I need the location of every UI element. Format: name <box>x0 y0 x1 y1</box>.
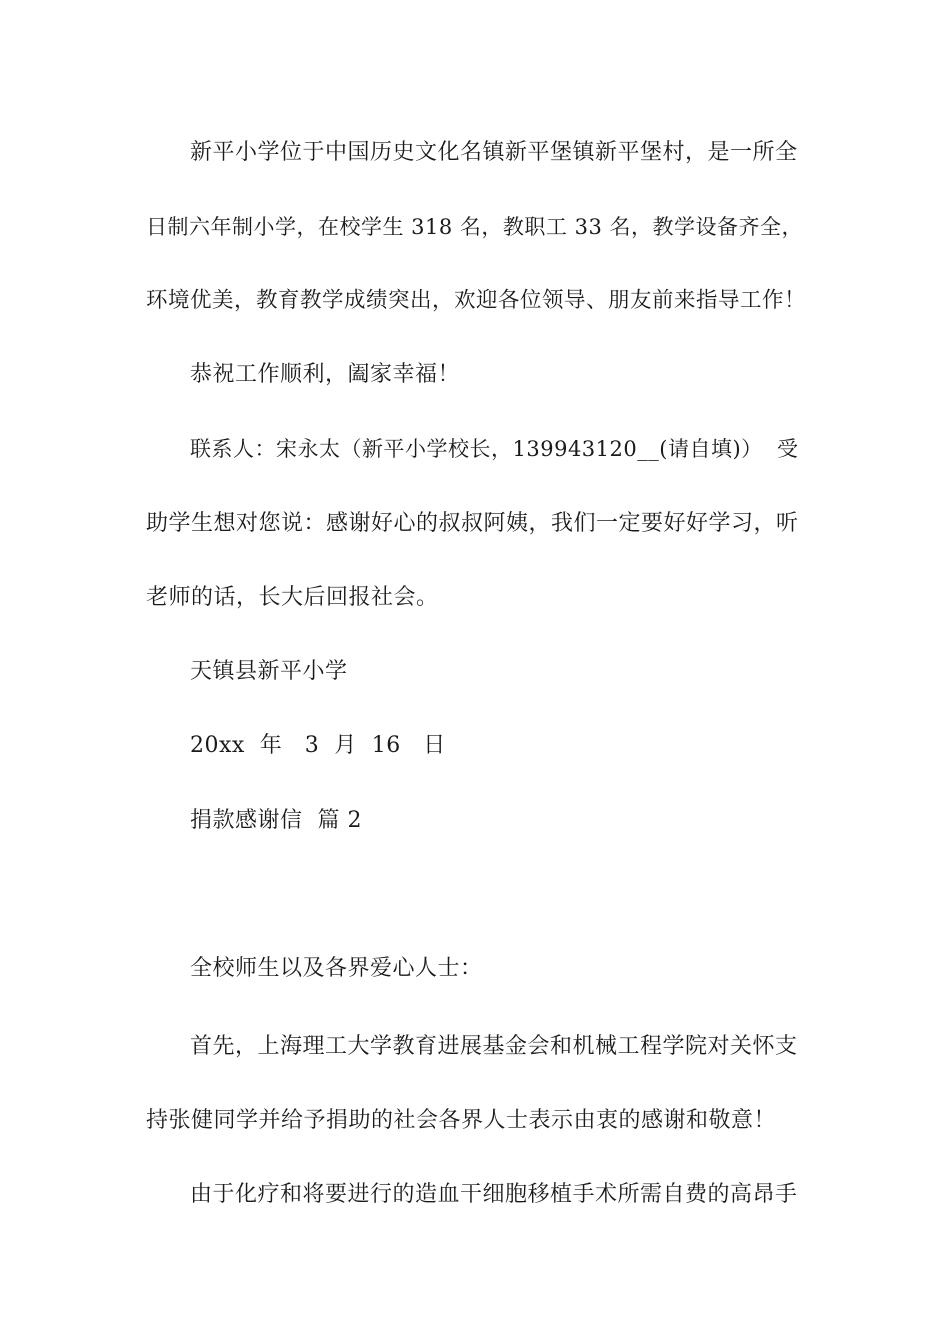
signature-date: 20xx 年 3 月 16 日 <box>190 733 446 758</box>
signature-school: 天镇县新平小学 <box>190 659 348 684</box>
paragraph-line: 环境优美，教育教学成绩突出，欢迎各位领导、朋友前来指导工作！ <box>146 288 807 313</box>
paragraph-line: 助学生想对您说：感谢好心的叔叔阿姨，我们一定要好好学习，听 <box>146 511 799 536</box>
paragraph-line: 老师的话，长大后回报社会。 <box>146 585 439 610</box>
paragraph-line: 持张健同学并给予捐助的社会各界人士表示由衷的感谢和敬意！ <box>146 1108 777 1133</box>
contact-line: 联系人：宋永太（新平小学校长，139943120__(请自填)） 受 <box>190 437 799 461</box>
paragraph-line: 由于化疗和将要进行的造血干细胞移植手术所需自费的高昂手 <box>190 1182 798 1207</box>
salutation: 全校师生以及各界爱心人士： <box>190 956 483 981</box>
paragraph-line: 恭祝工作顺利，阖家幸福！ <box>190 362 461 387</box>
paragraph-line: 首先，上海理工大学教育进展基金会和机械工程学院对关怀支 <box>190 1034 798 1059</box>
paragraph-line: 新平小学位于中国历史文化名镇新平堡镇新平堡村，是一所全 <box>190 140 798 165</box>
section-heading: 捐款感谢信 篇 2 <box>190 808 362 833</box>
paragraph-line: 日制六年制小学，在校学生 318 名，教职工 33 名，教学设备齐全， <box>146 215 804 239</box>
